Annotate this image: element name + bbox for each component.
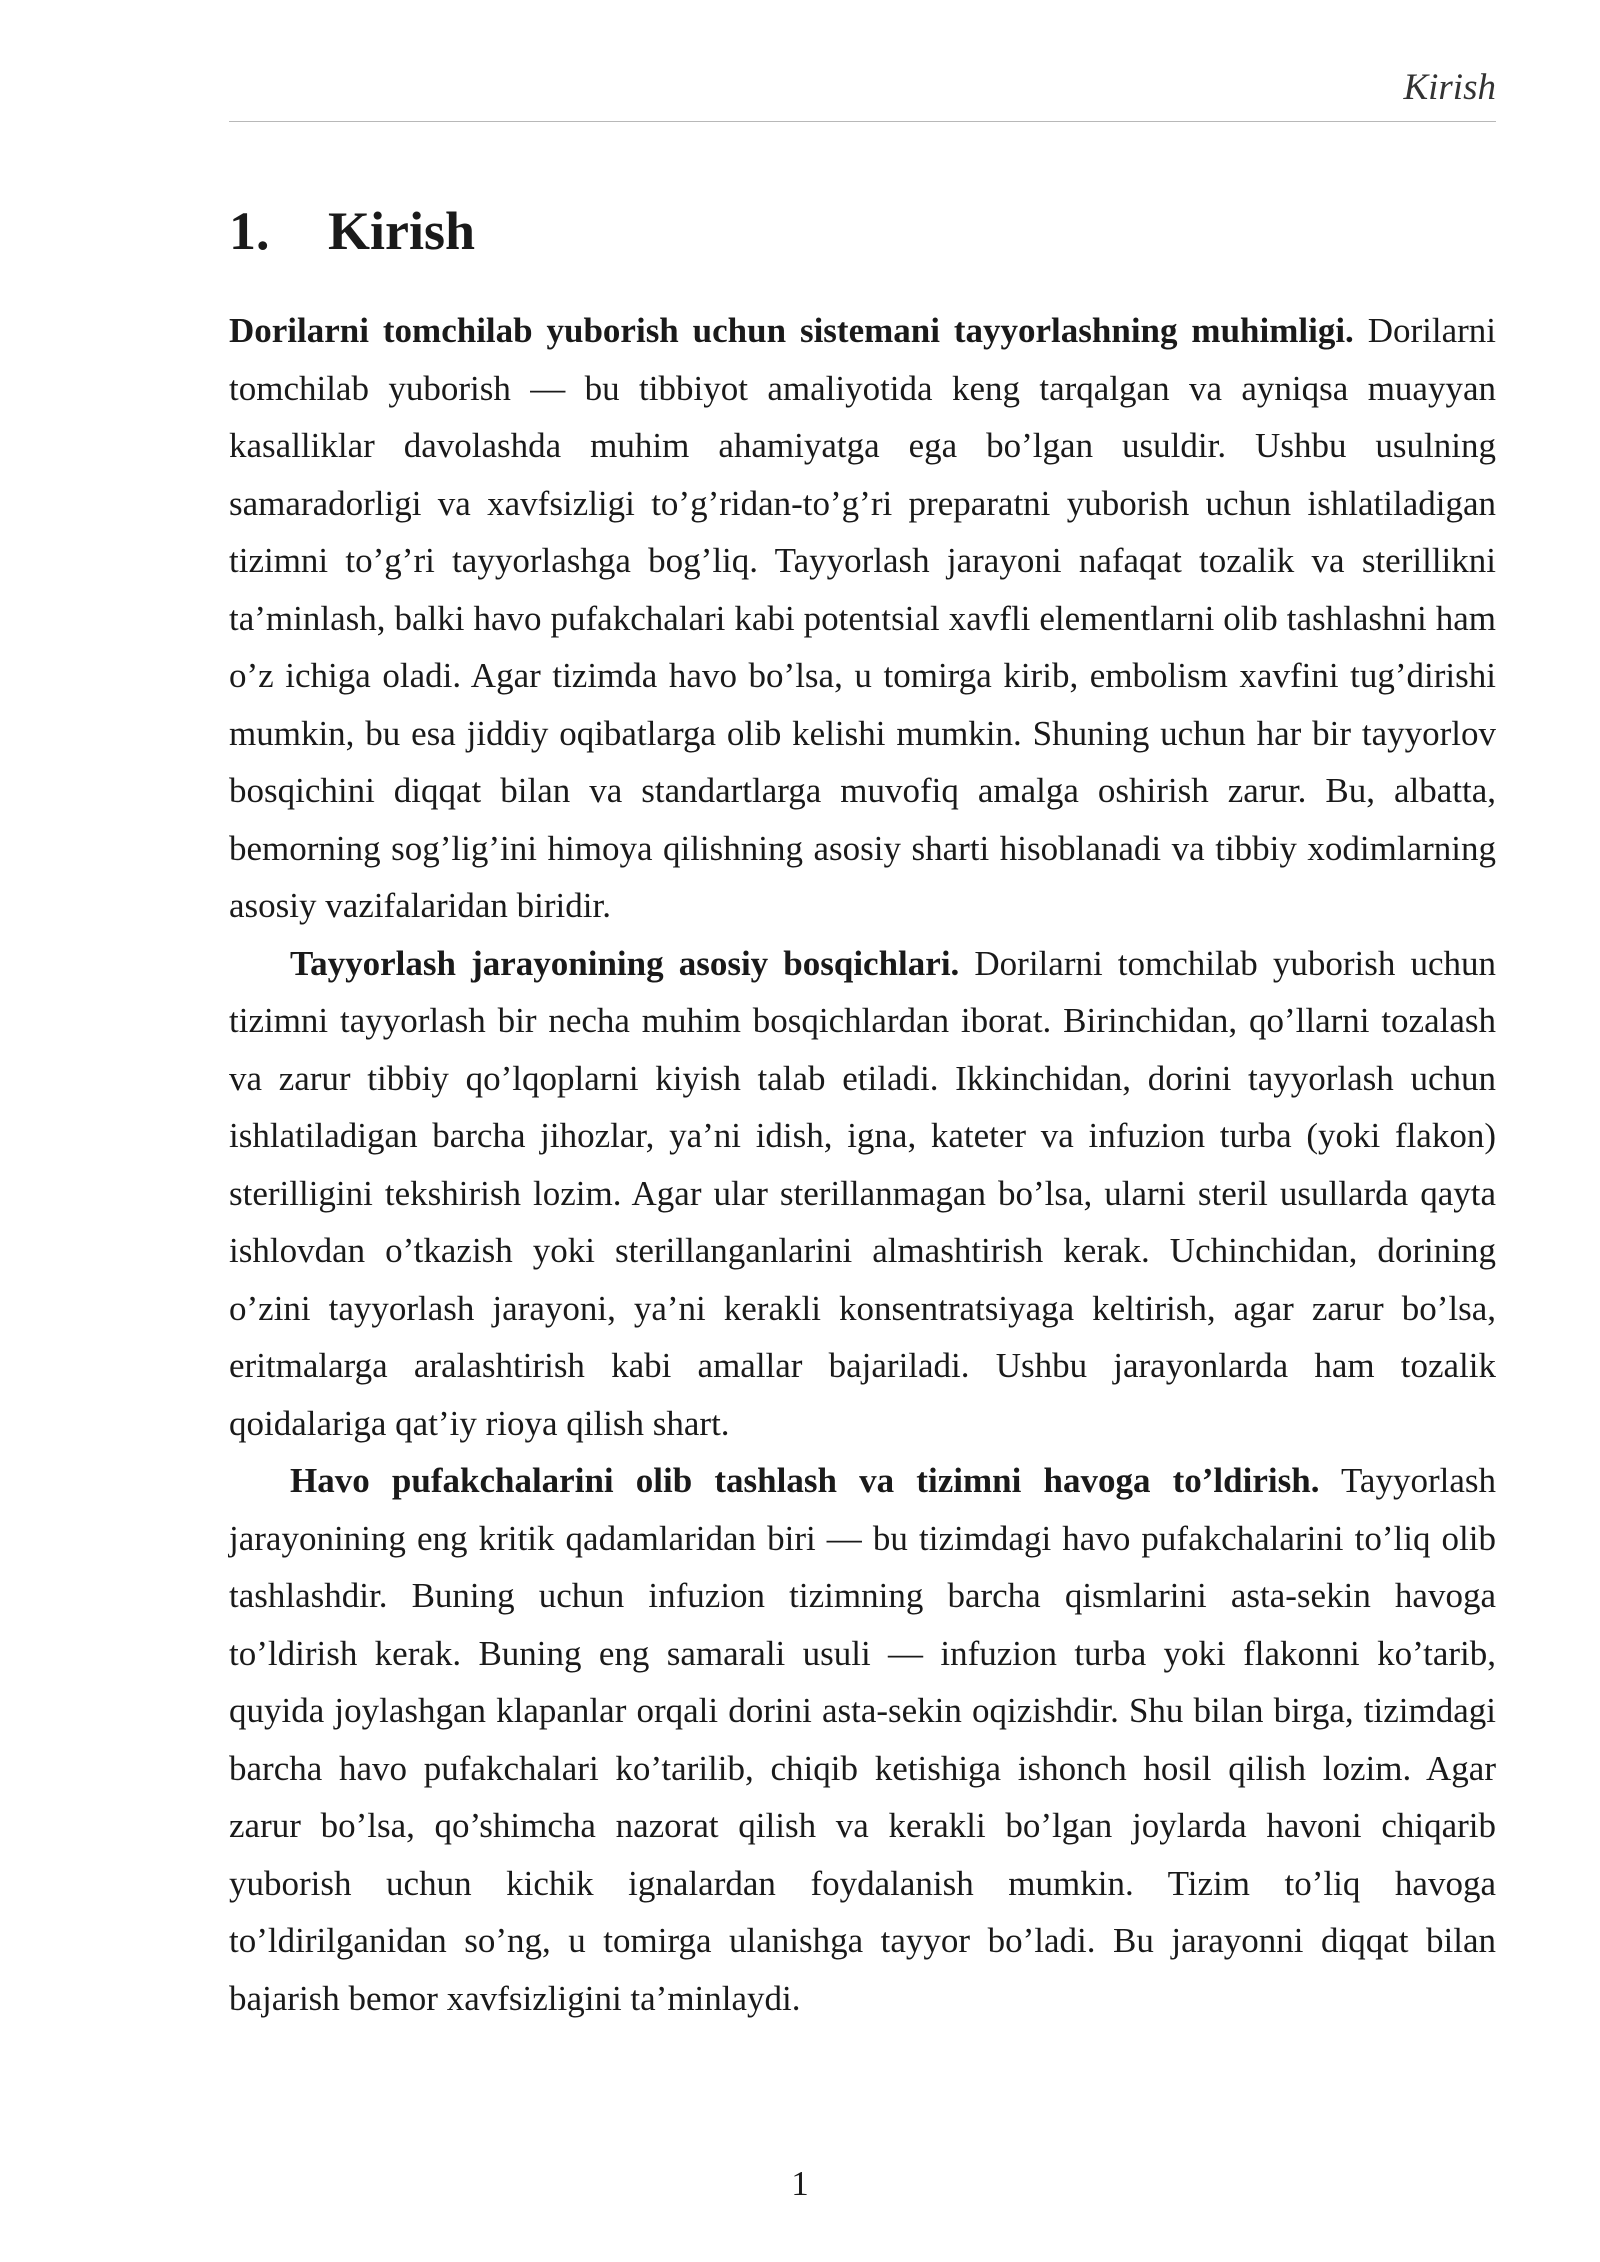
page-number: 1 <box>791 2164 809 2203</box>
paragraph-text: Dorilarni tomchilab yuborish — bu tibbiyot amaliyotida keng tarqalgan va ayniqsa muayyan kasalliklar davolashda muhim ahamiyatga ega bo’lgan usuldir. Ushbu usulning samaradorligi va xavfsizligi to’g’ridan-to’g’ri preparatni yuborish uchun ishlatiladigan tizimni to’g’ri tayyorlashga bog’liq. Tayyorlash jarayoni nafaqat tozalik va sterillikni ta’minlash, balki havo pufakchalari kabi potentsial xavfli elementlarni olib tashlashni ham o’z ichiga oladi. Agar tizimda havo bo’lsa, u tomirga kirib, embolism xavfini tug’dirishi mumkin, bu esa jiddiy oqibatlarga olib kelishi mumkin. Shuning uchun har bir tayyorlov bosqichini diqqat bilan va standartlarga muvofiq amalga oshirish zarur. Bu, albatta, bemorning sog’lig’ini himoya qilishning asosiy sharti hisoblanadi va tibbiy xodimlarning asosiy vazifalaridan biridir. <box>229 311 1497 925</box>
paragraph-lead: Havo pufakchalarini olib tashlash va tizimni havoga to’ldirish. <box>290 1461 1320 1500</box>
paragraph-lead: Dorilarni tomchilab yuborish uchun sistemani tayyorlashning muhimligi. <box>229 311 1354 350</box>
chapter-title <box>229 196 475 266</box>
running-header-title: Kirish <box>1403 67 1496 108</box>
chapter-body <box>229 302 1496 2027</box>
paragraph-text: Dorilarni tomchilab yuborish uchun tizimni tayyorlash bir necha muhim bosqichlardan iborat. Birinchidan, qo’llarni tozalash va zarur tibbiy qo’lqoplarni kiyish talab etiladi. Ikkinchidan, dorini tayyorlash uchun ishlatiladigan barcha jihozlar, ya’ni idish, igna, kateter va infuzion turba (yoki flakon) sterilligini tekshirish lozim. Agar ular sterillanmagan bo’lsa, ularni steril usullarda qayta ishlovdan o’tkazish yoki sterillanganlarini almashtirish kerak. Uchinchidan, dorining o’zini tayyorlash jarayoni, ya’ni kerakli konsentratsiyaga keltirish, agar zarur bo’lsa, eritmalarga aralashtirish kabi amallar bajariladi. Ushbu jarayonlarda ham tozalik qoidalariga qat’iy rioya qilish shart. <box>229 943 1497 1443</box>
paragraph-main-stages <box>229 935 1496 1453</box>
paragraph-air-removal <box>229 1452 1496 2027</box>
paragraph-lead: Tayyorlash jarayonining asosiy bosqichlari. <box>290 943 960 983</box>
chapter-number: 1. <box>229 201 270 261</box>
paragraph-importance <box>229 302 1496 935</box>
paragraph-text: Tayyorlash jarayonining eng kritik qadamlaridan biri — bu tizimdagi havo pufakchalarini to’liq olib tashlashdir. Buning uchun infuzion tizimning barcha qismlarini asta-sekin havoga to’ldirish kerak. Buning eng samarali usuli — infuzion turba yoki flakonni ko’tarib, quyida joylashgan klapanlar orqali dorini asta-sekin oqizishdir. Shu bilan birga, tizimdagi barcha havo pufakchalari ko’tarilib, chiqib ketishiga ishonch hosil qilish lozim. Agar zarur bo’lsa, qo’shimcha nazorat qilish va kerakli bo’lgan joylarda havoni chiqarib yuborish uchun kichik ignalardan foydalanish mumkin. Tizim to’liq havoga to’ldirilganidan so’ng, u tomirga ulanishga tayyor bo’ladi. Bu jarayonni diqqat bilan bajarish bemor xavfsizligini ta’minlaydi. <box>229 1461 1496 2018</box>
running-header <box>229 66 1496 122</box>
chapter-title-text: Kirish <box>328 201 476 261</box>
